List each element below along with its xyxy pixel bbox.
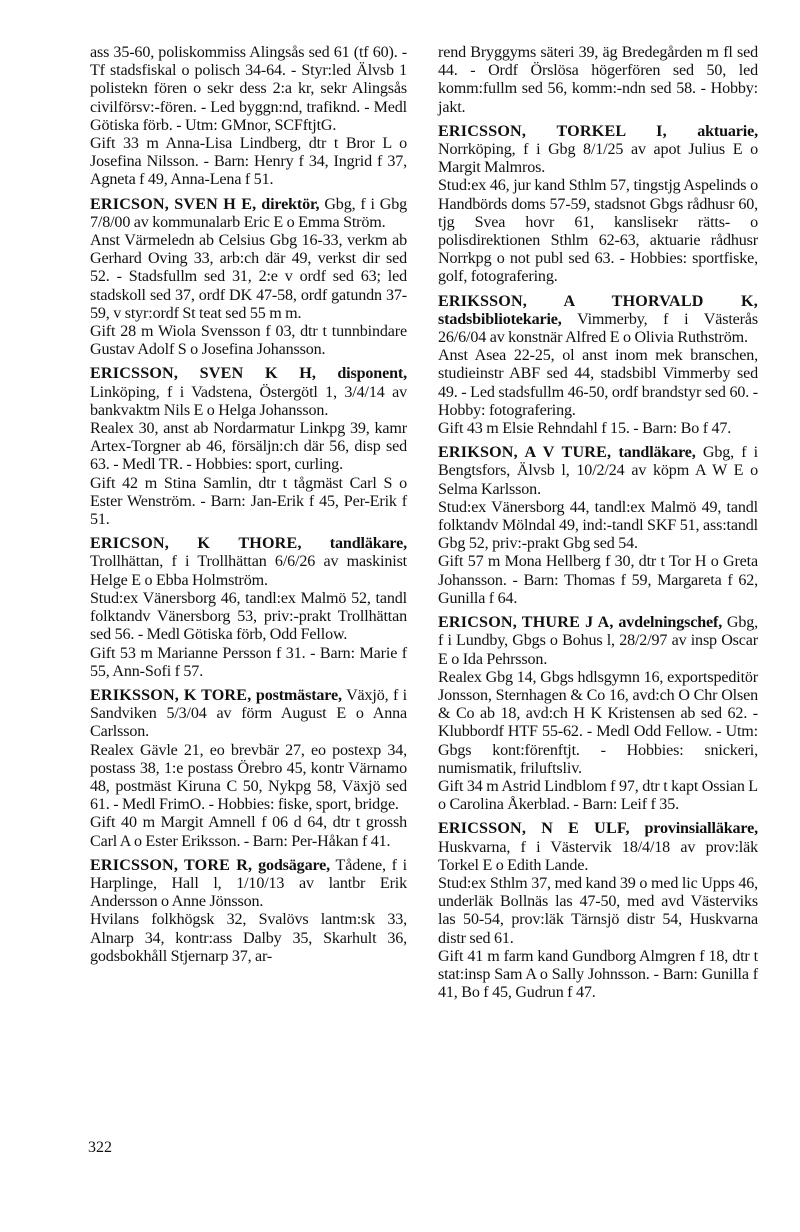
entry-text: Stud:ex 46, jur kand Sthlm 57, tingstjg Aspelinds o Handbörds doms 57-59, stadsnot Gbgs rådhusr 60, tjg Svea hovr 61, kanslisekr rätts- o polisdirektionen Sthlm 62-63, aktuarie rådhusr Norrkpg o not publ sed 63. - Hobbies: sportfiske, golf, fotografering. bbox=[438, 177, 758, 286]
entry-occupation: disponent, bbox=[337, 365, 407, 383]
entry-paragraph bbox=[90, 645, 407, 681]
entry-text: Trollhättan, f i Trollhättan 6/6/26 av maskinist Helge E o Ebba Holmström. bbox=[90, 553, 407, 589]
entry-text: Vimmerby, f i Västerås 26/6/04 av konstnär Alfred E o Olivia Ruthström. bbox=[438, 310, 758, 347]
biography-entry bbox=[438, 444, 758, 608]
entry-paragraph bbox=[90, 911, 407, 966]
entry-paragraph bbox=[90, 135, 407, 190]
entry-text: Gift 42 m Stina Samlin, dtr t tågmäst Carl S o Ester Wenström. - Barn: Jan-Erik f 45, Per-Erik f 51. bbox=[90, 474, 407, 529]
biography-entry bbox=[90, 687, 407, 851]
right-column bbox=[438, 44, 758, 1008]
entry-paragraph-first bbox=[438, 614, 758, 669]
entry-paragraph bbox=[438, 347, 758, 420]
entry-paragraph-first bbox=[90, 44, 407, 135]
entry-text: Realex Gbg 14, Gbgs hdlsgymn 16, exportspeditör Jonsson, Sternhagen & Co 16, avd:ch O Chr Olsen & Co ab 18, avd:ch H K Kristensen ab sed 62. - Klubbordf HTF 55-62. - Medl Odd Fellow. - Utm: Gbgs kont:förenftjt. - Hobbies: snickeri, numismatik, friluftsliv. bbox=[438, 668, 758, 777]
entry-text: ass 35-60, poliskommiss Alingsås sed 61 (tf 60). - Tf stadsfiskal o polisch 34-64. - Styr:led Älvsb 1 polistekn fören o sekr dess 2:a kr, sekr Alingsås civilförsv:-fören. - Led byggn:nd, trafiknd. - Medl Götiska förb. - Utm: GMnor, SCFftjtG. bbox=[90, 44, 407, 134]
entry-text: Gbg, f i Bengtsfors, Älvsb l, 10/2/24 av köpm A W E o Selma Karlsson. bbox=[438, 444, 758, 498]
entry-paragraph bbox=[438, 669, 758, 778]
entry-name: ERICSSON, N E ULF, bbox=[438, 820, 630, 838]
entry-paragraph-first bbox=[438, 44, 758, 117]
entry-text: Stud:ex Vänersborg 46, tandl:ex Malmö 52, tandl folktandv Vänersborg 53, priv:-prakt Trollhättan sed 56. - Medl Götiska förb, Odd Fellow. bbox=[90, 589, 407, 644]
entry-paragraph bbox=[438, 177, 758, 286]
entry-paragraph-first bbox=[90, 535, 407, 590]
entry-text: Gift 40 m Margit Amnell f 06 d 64, dtr t grossh Carl A o Ester Eriksson. - Barn: Per-Håkan f 41. bbox=[90, 814, 407, 850]
entry-paragraph-first bbox=[438, 123, 758, 178]
entry-text: rend Bryggyms säteri 39, äg Bredegården m fl sed 44. - Ordf Örslösa högerfören sed 50, led komm:fullm sed 56, komm:-ndn sed 58. - Hobby: jakt. bbox=[438, 44, 758, 116]
entry-text: Växjö, f i Sandviken 5/3/04 av förm August E o Anna Carlsson. bbox=[90, 686, 407, 741]
entry-paragraph-first bbox=[438, 444, 758, 499]
entry-name: ERICSON, SVEN H E, bbox=[90, 195, 257, 213]
entry-name: ERIKSSON, A THORVALD K, bbox=[438, 292, 758, 310]
entry-text: Linköping, f i Vadstena, Östergötl 1, 3/4/14 av bankvaktm Nils E o Helga Johansson. bbox=[90, 383, 407, 419]
entry-text: Realex Gävle 21, eo brevbär 27, eo postexp 34, postass 38, 1:e postass Örebro 45, kontr Värnamo 48, postmäst Kiruna C 50, Nykpg 58, Växjö sed 61. - Medl FrimO. - Hobbies: fiske, sport, bridge. bbox=[90, 741, 407, 814]
entry-text: Gbg, f i Gbg 7/8/00 av kommunalarb Eric E o Emma Ström. bbox=[90, 195, 407, 231]
entry-paragraph bbox=[438, 499, 758, 554]
entry-paragraph bbox=[90, 323, 407, 359]
entry-paragraph bbox=[438, 948, 758, 1003]
entry-text: Norrköping, f i Gbg 8/1/25 av apot Julius E o Margit Malmros. bbox=[438, 141, 758, 177]
biography-entry-continued bbox=[438, 44, 758, 117]
entry-occupation: postmästare, bbox=[255, 686, 342, 704]
biography-entry bbox=[438, 293, 758, 439]
entry-paragraph bbox=[90, 742, 407, 815]
left-column bbox=[90, 44, 407, 972]
biography-entry-continued bbox=[90, 44, 407, 190]
entry-paragraph-first bbox=[438, 820, 758, 875]
entry-paragraph-first bbox=[90, 196, 407, 232]
entry-paragraph-first bbox=[438, 293, 758, 348]
entry-paragraph bbox=[438, 875, 758, 948]
entry-name: ERICSSON, TORKEL I, bbox=[438, 122, 667, 140]
entry-paragraph bbox=[438, 420, 758, 438]
entry-occupation: direktör, bbox=[261, 195, 320, 213]
entry-text: Stud:ex Sthlm 37, med kand 39 o med lic Upps 46, underläk Bollnäs las 47-50, med avd Västerviks las 50-54, prov:läk Tärnsjö distr 54, Huskvarna distr sed 61. bbox=[438, 874, 758, 947]
entry-text: Anst Värmeledn ab Celsius Gbg 16-33, verkm ab Gerhard Oving 33, arb:ch där 49, verkst dir sed 52. - Stadsfullm sed 31, 2:e v ordf sed 63; led stadskoll sed 37, ordf DK 47-58, ordf gatundn 37-59, v styr:ordf St teat sed 55 m m. bbox=[90, 232, 407, 322]
entry-text: Gift 53 m Marianne Persson f 31. - Barn: Marie f 55, Ann-Sofi f 57. bbox=[90, 644, 407, 680]
entry-paragraph bbox=[438, 778, 758, 814]
entry-occupation: stadsbibliotekarie, bbox=[438, 310, 562, 328]
entry-text: Gift 41 m farm kand Gundborg Almgren f 18, dtr t stat:insp Sam A o Sally Johnsson. - Barn: Gunilla f 41, Bo f 45, Gudrun f 47. bbox=[438, 947, 758, 1002]
entry-text: Stud:ex Vänersborg 44, tandl:ex Malmö 49, tandl folktandv Mölndal 49, ind:-tandl SKF 51, ass:tandl Gbg 52, priv:-prakt Gbg sed 54. bbox=[438, 498, 758, 553]
entry-paragraph bbox=[90, 814, 407, 850]
entry-name: ERICSON, THURE J A, bbox=[438, 614, 614, 632]
entry-text: Hvilans folkhögsk 32, Svalövs lantm:sk 33, Alnarp 34, kontr:ass Dalby 35, Skarhult 36, godsbokhåll Stjernarp 37, ar- bbox=[90, 911, 407, 965]
biography-entry bbox=[90, 196, 407, 360]
entry-occupation: avdelningschef, bbox=[618, 614, 723, 632]
entry-text: Gift 33 m Anna-Lisa Lindberg, dtr t Bror L o Josefina Nilsson. - Barn: Henry f 34, Ingrid f 37, Agneta f 49, Anna-Lena f 51. bbox=[90, 135, 407, 189]
entry-paragraph bbox=[90, 420, 407, 475]
entry-occupation: tandläkare, bbox=[618, 444, 696, 462]
entry-text: Huskvarna, f i Västervik 18/4/18 av prov:läk Torkel E o Edith Lande. bbox=[438, 838, 758, 874]
biography-entry bbox=[90, 857, 407, 966]
entry-occupation: tandläkare, bbox=[329, 535, 407, 553]
entry-name: ERICSSON, TORE R, bbox=[90, 856, 253, 874]
biography-entry bbox=[90, 535, 407, 681]
biography-entry bbox=[438, 614, 758, 814]
entry-paragraph-first bbox=[90, 857, 407, 912]
entry-text: Tådene, f i Harplinge, Hall l, 1/10/13 av lantbr Erik Andersson o Anne Jönsson. bbox=[90, 856, 407, 911]
entry-name: ERIKSON, A V TURE, bbox=[438, 444, 612, 462]
entry-occupation: godsägare, bbox=[258, 856, 331, 874]
page-number: 322 bbox=[88, 1139, 112, 1156]
biography-entry bbox=[90, 365, 407, 529]
entry-name: ERICSON, K THORE, bbox=[90, 535, 302, 553]
entry-text: Gift 28 m Wiola Svensson f 03, dtr t tunnbindare Gustav Adolf S o Josefina Johansson. bbox=[90, 323, 407, 359]
entry-text: Gift 43 m Elsie Rehndahl f 15. - Barn: Bo f 47. bbox=[438, 420, 732, 438]
entry-text: Anst Asea 22-25, ol anst inom mek branschen, studieinstr ABF sed 44, stadsbibl Vimmerby sed 49. - Led stadsfullm 46-50, ordf brandstyr sed 60. - Hobby: fotografering. bbox=[438, 347, 758, 419]
entry-text: Gift 34 m Astrid Lindblom f 97, dtr t kapt Ossian L o Carolina Åkerblad. - Barn: Leif f 35. bbox=[438, 777, 758, 814]
entry-paragraph-first bbox=[90, 365, 407, 420]
biography-entry bbox=[438, 820, 758, 1002]
entry-paragraph bbox=[90, 475, 407, 530]
biography-entry bbox=[438, 123, 758, 287]
entry-name: ERIKSSON, K TORE, bbox=[90, 686, 252, 704]
entry-occupation: aktuarie, bbox=[697, 122, 758, 140]
entry-occupation: provinsialläkare, bbox=[644, 820, 758, 838]
entry-paragraph-first bbox=[90, 687, 407, 742]
entry-paragraph bbox=[90, 232, 407, 323]
entry-text: Gift 57 m Mona Hellberg f 30, dtr t Tor H o Greta Johansson. - Barn: Thomas f 59, Margareta f 62, Gunilla f 64. bbox=[438, 553, 758, 607]
entry-name: ERICSSON, SVEN K H, bbox=[90, 365, 317, 383]
entry-text: Gbg, f i Lundby, Gbgs o Bohus l, 28/2/97 av insp Oscar E o Ida Pehrsson. bbox=[438, 614, 759, 668]
entry-paragraph bbox=[90, 590, 407, 645]
entry-paragraph bbox=[438, 553, 758, 608]
entry-text: Realex 30, anst ab Nordarmatur Linkpg 39, kamr Artex-Torgner ab 46, försäljn:ch där 56, disp sed 63. - Medl TR. - Hobbies: sport, curling. bbox=[90, 420, 407, 474]
